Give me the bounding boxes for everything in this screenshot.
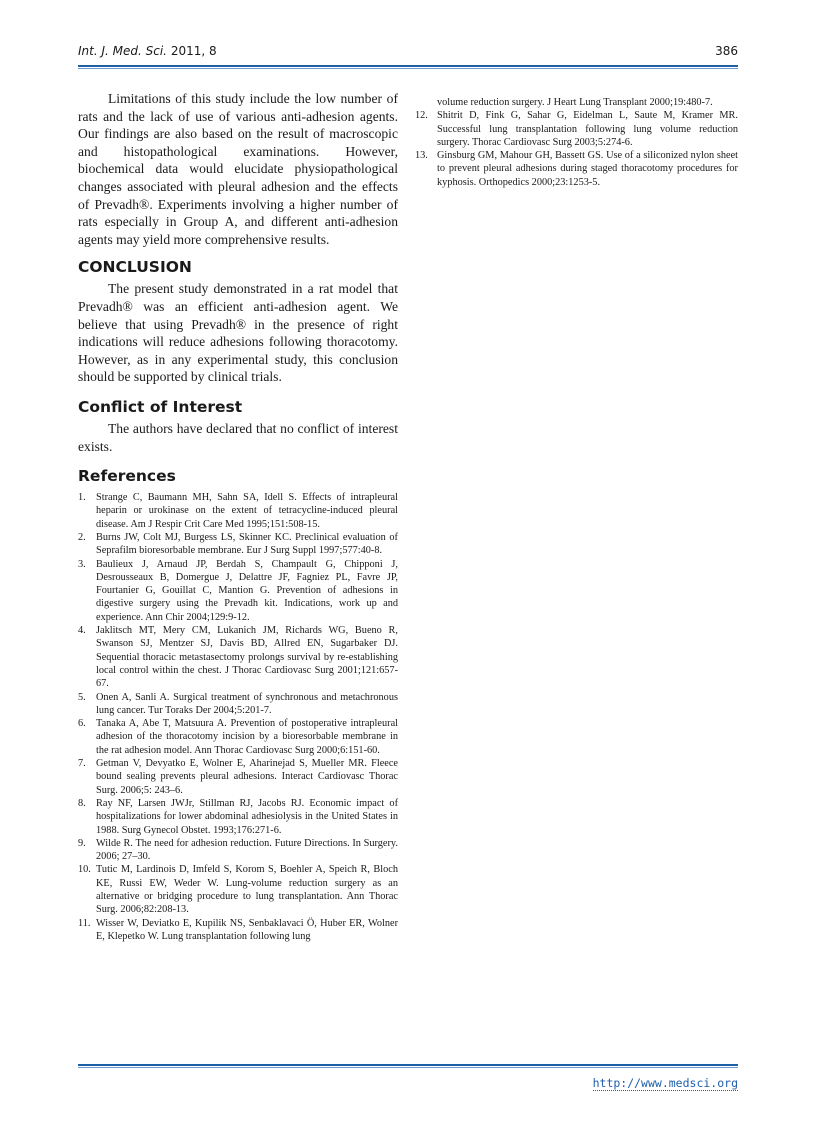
reference-item: [78, 531, 398, 558]
right-column: [415, 90, 738, 189]
reference-item: [78, 558, 398, 624]
footer-rule: [78, 1064, 738, 1066]
reference-text: Onen A, Sanli A. Surgical treatment of synchronous and metachronous lung cancer. Tur Toraks Der 2004;5:201-7.: [96, 691, 398, 716]
reference-item: [78, 624, 398, 690]
header-rule: [78, 65, 738, 67]
journal-name: Int. J. Med. Sci.: [78, 44, 167, 58]
conclusion-paragraph: The present study demonstrated in a rat model that Prevadh® was an efficient anti-adhesion agent. We believe that using Prevadh® in the presence of right indications will reduce adhesions following thoracotomy. However, as in any experimental study, this conclusion should be supported by clinical trials.: [78, 281, 398, 385]
reference-number: 3.: [78, 558, 86, 570]
reference-text: Getman V, Devyatko E, Wolner E, Aharinejad S, Mueller MR. Fleece bound sealing prevents pleural adhesions. Interact Cardiovasc Thorac Surg. 2006;5: 243–6.: [96, 758, 398, 796]
reference-item: [78, 837, 398, 864]
header-rule-thin: [78, 68, 738, 69]
journal-url-link[interactable]: http://www.medsci.org: [592, 1076, 738, 1090]
reference-number: 10.: [78, 864, 91, 876]
reference-number: 2.: [78, 531, 86, 543]
reference-text: Wilde R. The need for adhesion reduction. Future Directions. In Surgery. 2006; 27–30.: [96, 837, 398, 863]
reference-text: volume reduction surgery. J Heart Lung Transplant 2000;19:480-7.: [437, 97, 713, 108]
page-number: 386: [715, 44, 738, 58]
reference-item: [415, 109, 738, 149]
conflict-heading: Conflict of Interest: [78, 397, 243, 416]
reference-number: 9.: [78, 837, 86, 849]
reference-list-left: [78, 491, 398, 943]
footer-rule-thin: [78, 1067, 738, 1068]
reference-item: [78, 917, 398, 944]
reference-text: Tutic M, Lardinois D, Imfeld S, Korom S, Boehler A, Speich R, Bloch KE, Russi EW, Weder W. Lung-volume reduction surgery as an alternative or bridging procedure to lung transplantation. Ann Thorac Surg. 2006;82:208-13.: [96, 864, 398, 916]
reference-number: 1.: [78, 492, 86, 504]
reference-number: 6.: [78, 718, 86, 730]
left-column: [78, 90, 398, 943]
reference-number: 11.: [78, 917, 91, 929]
journal-year-volume: 2011, 8: [167, 44, 217, 58]
reference-item: [78, 691, 398, 718]
conflict-paragraph: The authors have declared that no conflict of interest exists.: [78, 420, 398, 454]
reference-item: [78, 491, 398, 531]
reference-number: 8.: [78, 797, 86, 809]
reference-item: [78, 717, 398, 757]
reference-item: [78, 757, 398, 797]
reference-text: Tanaka A, Abe T, Matsuura A. Prevention of postoperative intrapleural adhesion of the thoracotomy incision by a bioresorbable membrane in the rat adhesion model. Ann Thorac Cardiovasc Surg 2000;6:151-60.: [96, 718, 398, 756]
reference-number: 4.: [78, 625, 86, 637]
reference-text: Strange C, Baumann MH, Sahn SA, Idell S. Effects of intrapleural heparin or urokinase on the extent of tetracycline-induced pleural disease. Am J Respir Crit Care Med 1995;151:508-15.: [96, 492, 398, 530]
limitations-paragraph: Limitations of this study include the low number of rats and the lack of use of various anti-adhesion agents. Our findings are also based on the result of macroscopic and histopathological examinations. However, biochemical data would elucidate physiopathological changes associated with pleural adhesion and the effects of Prevadh®. Experiments involving a higher number of rats especially in Group A, and different anti-adhesion agents may yield more comprehensive results.: [78, 91, 398, 247]
reference-item: [78, 863, 398, 916]
conclusion-heading: CONCLUSION: [78, 258, 192, 277]
reference-number: 13.: [415, 150, 428, 162]
reference-number: 12.: [415, 110, 428, 122]
reference-text: Ray NF, Larsen JWJr, Stillman RJ, Jacobs RJ. Economic impact of hospitalizations for lower abdominal adhesiolysis in the United States in 1988. Surg Gynecol Obstet. 1993;176:271-6.: [96, 797, 398, 836]
reference-text: Wisser W, Deviatko E, Kupilik NS, Senbaklavaci Ö, Huber ER, Wolner E, Klepetko W. Lung transplantation following lung: [96, 917, 398, 942]
reference-list-right: [415, 96, 738, 189]
reference-number: 5.: [78, 691, 86, 703]
reference-item: [418, 96, 738, 109]
reference-number: 7.: [78, 758, 86, 770]
reference-text: Shitrit D, Fink G, Sahar G, Eidelman L, Saute M, Kramer MR. Successful lung transplantation following lung volume reduction surgery. Thorac Cardiovasc Surg 2003;5:274-6.: [437, 110, 738, 148]
reference-text: Jaklitsch MT, Mery CM, Lukanich JM, Richards WG, Bueno R, Swanson SJ, Mentzer SJ, Davis BD, Allred EN, Sugarbaker DJ. Sequential thoracic metastasectomy prolongs survival by re-establishing local control within the chest. J Thorac Cardiovasc Surg 2001;121:657-67.: [96, 625, 398, 690]
reference-item: [415, 149, 738, 189]
reference-item: [78, 797, 398, 837]
references-heading: References: [78, 467, 176, 486]
reference-text: Burns JW, Colt MJ, Burgess LS, Skinner KC. Preclinical evaluation of Seprafilm bioresorbable membrane. Eur J Surg Suppl 1997;577:40-8.: [96, 531, 398, 557]
reference-text: Ginsburg GM, Mahour GH, Bassett GS. Use of a siliconized nylon sheet to prevent pleural adhesions during staged thoracotomy procedures for kyphosis. Orthopedics 2000;23:1253-5.: [437, 150, 738, 188]
journal-citation: [78, 44, 217, 58]
reference-text: Baulieux J, Arnaud JP, Berdah S, Champault G, Chipponi J, Desrousseaux B, Domergue J, Delattre JF, Fagniez PL, Favre JP, Fourtanier G, Gouillat C, Mantion G. Prevention of adhesions in digestive surgery using the Prevadh kit. Indications, work up and experience. Ann Chir 2004;129:9-12.: [96, 558, 398, 623]
running-header: [78, 44, 738, 64]
